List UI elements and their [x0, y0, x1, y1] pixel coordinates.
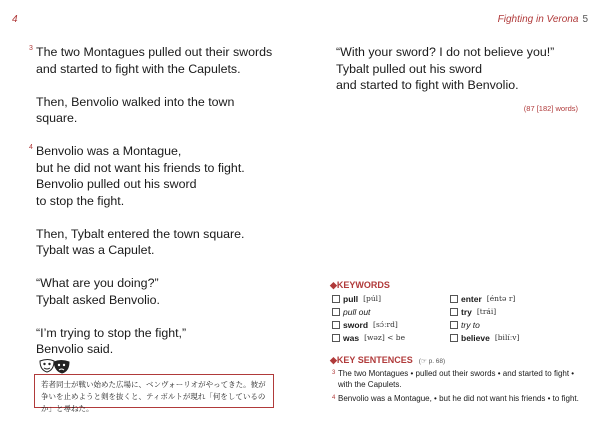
japanese-summary-box: 若者同士が戦い始めた広場に、ベンヴォーリオがやってきた。彼が争いを止めようと剣を抜くと、ティボルトが現れ「何をしているのか」と尋ねた。: [34, 374, 274, 408]
keyword-pronunciation: [sɔ́ːrd]: [373, 320, 398, 329]
keyword-checkbox[interactable]: [450, 334, 458, 342]
story-line: Benvolio was a Montague,: [36, 144, 182, 158]
story-line: The two Montagues pulled out their swords: [36, 45, 273, 59]
keyword-checkbox[interactable]: [450, 308, 458, 316]
right-story-text: [336, 44, 586, 110]
sentence-marker: 4: [29, 144, 33, 151]
keyword-item: [332, 320, 450, 330]
story-paragraph: [36, 275, 306, 308]
story-paragraph: [36, 325, 306, 358]
story-line: Tybalt was a Capulet.: [36, 243, 155, 257]
keyword-item: [450, 294, 568, 304]
story-paragraph: [29, 44, 306, 77]
story-line: and started to fight with Benvolio.: [336, 78, 519, 92]
keyword-item: [332, 307, 450, 317]
keywords-title: ◆KEYWORDS: [330, 280, 390, 290]
keyword-row: [332, 331, 572, 344]
story-line: Benvolio pulled out his sword: [36, 177, 197, 191]
keyword-word: try to: [461, 319, 480, 330]
story-line: “What are you doing?”: [36, 276, 159, 290]
keyword-row: [332, 318, 572, 331]
keyword-word: pull out: [343, 306, 371, 317]
keyword-word: try: [461, 306, 472, 317]
story-line: Benvolio said.: [36, 342, 114, 356]
key-sentence-text: The two Montagues • pulled out their swords • and started to fight • with the Capulets.: [338, 369, 575, 389]
running-header: [498, 14, 588, 25]
keyword-pronunciation: [bilíːv]: [494, 333, 520, 342]
key-sentences-title: [330, 355, 445, 366]
keyword-checkbox[interactable]: [450, 321, 458, 329]
story-paragraph: [336, 44, 586, 94]
story-paragraph: [29, 143, 306, 209]
story-line: square.: [36, 111, 78, 125]
keyword-item: [332, 294, 450, 304]
keyword-item: [450, 307, 568, 317]
keyword-checkbox[interactable]: [332, 308, 340, 316]
page-reference: (☞ p. 68): [418, 358, 446, 365]
story-line: Tybalt pulled out his sword: [336, 61, 483, 76]
keyword-checkbox[interactable]: [332, 334, 340, 342]
story-line: “With your sword? I do not believe you!”: [336, 45, 555, 59]
keyword-checkbox[interactable]: [332, 321, 340, 329]
keyword-word: believe: [461, 332, 490, 343]
story-paragraph: [36, 94, 306, 127]
story-paragraph: [36, 226, 306, 259]
left-page-number: 4: [12, 14, 18, 25]
keyword-pronunciation: [wəz] < be: [364, 333, 406, 342]
right-page-number: 5: [582, 14, 588, 25]
word-count: (87 [182] words): [523, 104, 578, 113]
left-story-text: [29, 44, 306, 374]
keyword-pronunciation: [púl]: [363, 294, 381, 303]
story-line: Then, Benvolio walked into the town: [36, 94, 235, 109]
keyword-checkbox[interactable]: [450, 295, 458, 303]
story-line: Tybalt asked Benvolio.: [36, 292, 160, 307]
keywords-grid: [332, 292, 572, 344]
keyword-item: [332, 333, 450, 343]
keyword-word: sword: [343, 319, 369, 330]
key-sentences-list: [332, 368, 588, 407]
keyword-item: [450, 333, 568, 343]
keyword-row: [332, 292, 572, 305]
key-sentence: [332, 368, 588, 390]
story-line: “I’m trying to stop the fight,”: [36, 325, 187, 340]
story-line: and started to fight with the Capulets.: [36, 61, 241, 76]
sentence-marker: 3: [29, 45, 33, 52]
key-sentence: [332, 393, 588, 404]
keyword-pronunciation: [trái]: [476, 307, 497, 316]
keyword-row: [332, 305, 572, 318]
keyword-pronunciation: [éntə r]: [486, 294, 516, 303]
sentence-marker: 3: [332, 370, 336, 376]
story-line: Then, Tybalt entered the town square.: [36, 226, 245, 241]
keyword-word: was: [343, 332, 360, 343]
keyword-checkbox[interactable]: [332, 295, 340, 303]
key-sentence-text: Benvolio was a Montague, • but he did not want his friends • to fight.: [338, 394, 579, 403]
chapter-title: Fighting in Verona: [497, 14, 579, 25]
story-line: but he did not want his friends to fight.: [36, 160, 245, 175]
theater-mask-icon: [38, 358, 72, 374]
sentence-marker: 4: [332, 395, 336, 401]
keyword-item: [450, 320, 568, 330]
story-line: to stop the fight.: [36, 193, 125, 208]
keyword-word: pull: [343, 293, 359, 304]
key-sentences-heading: ◆KEY SENTENCES: [330, 355, 413, 365]
keyword-word: enter: [461, 293, 482, 304]
